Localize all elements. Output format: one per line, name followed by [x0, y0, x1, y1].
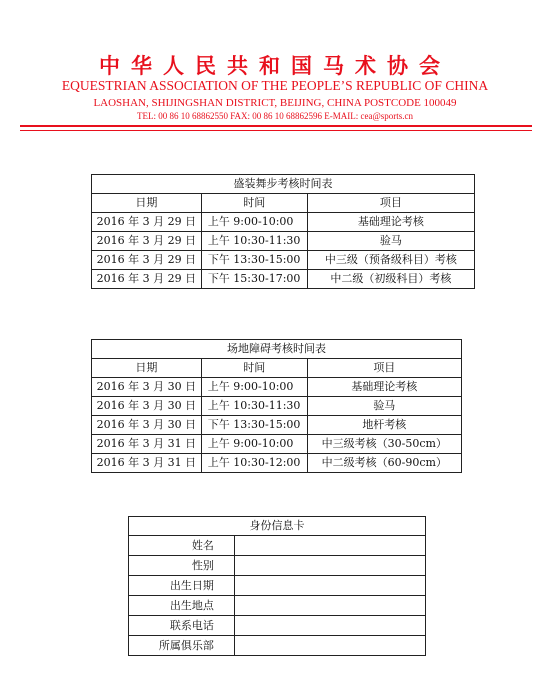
- date-cell: 2016 年 3 月 29 日: [92, 270, 202, 289]
- table-row: [129, 616, 426, 636]
- date-cell: 2016 年 3 月 31 日: [92, 435, 202, 454]
- item-cell: 中三级考核（30-50cm）: [307, 435, 461, 454]
- org-contact: TEL: 00 86 10 68862550 FAX: 00 86 10 68862596 E-MAIL: cea@sports.cn: [136, 111, 414, 121]
- table-row: [129, 556, 426, 576]
- field-value-birth-place[interactable]: [234, 596, 425, 616]
- dressage-schedule-table: [91, 174, 475, 289]
- date-cell: 2016 年 3 月 29 日: [92, 232, 202, 251]
- field-label-gender: 性别: [129, 556, 235, 576]
- id-info-card-table: [128, 516, 426, 656]
- item-cell: 验马: [307, 397, 461, 416]
- table-row: [92, 397, 462, 416]
- column-header-date: 日期: [92, 194, 202, 213]
- column-header-date: 日期: [92, 359, 202, 378]
- field-value-club[interactable]: [234, 636, 425, 656]
- table-row: [92, 270, 475, 289]
- table-row: [92, 232, 475, 251]
- item-cell: 地杆考核: [307, 416, 461, 435]
- item-cell: 中二级考核（60-90cm）: [307, 454, 461, 473]
- field-value-gender[interactable]: [234, 556, 425, 576]
- time-cell: 下午 15:30-17:00: [201, 270, 307, 289]
- field-label-club: 所属俱乐部: [129, 636, 235, 656]
- time-cell: 上午 10:30-11:30: [201, 232, 307, 251]
- table-row: [129, 576, 426, 596]
- time-cell: 下午 13:30-15:00: [201, 416, 307, 435]
- date-cell: 2016 年 3 月 30 日: [92, 397, 202, 416]
- field-label-birth-date: 出生日期: [129, 576, 235, 596]
- date-cell: 2016 年 3 月 31 日: [92, 454, 202, 473]
- table-row: [92, 251, 475, 270]
- field-value-phone[interactable]: [234, 616, 425, 636]
- table-header-row: [92, 359, 462, 378]
- field-value-name[interactable]: [234, 536, 425, 556]
- date-cell: 2016 年 3 月 29 日: [92, 251, 202, 270]
- time-cell: 下午 13:30-15:00: [201, 251, 307, 270]
- time-cell: 上午 9:00-10:00: [201, 435, 307, 454]
- item-cell: 中三级（预备级科目）考核: [307, 251, 474, 270]
- column-header-item: 项目: [307, 359, 461, 378]
- item-cell: 验马: [307, 232, 474, 251]
- org-address: LAOSHAN, SHIJINGSHAN DISTRICT, BEIJING, CHINA POSTCODE 100049: [93, 97, 457, 109]
- letterhead-rule-thick: [20, 125, 532, 127]
- org-name-chinese: 中华人民共和国马术协会: [99, 54, 451, 78]
- column-header-time: 时间: [201, 194, 307, 213]
- table-row: [92, 454, 462, 473]
- letterhead-rule-thin: [20, 130, 532, 131]
- time-cell: 上午 9:00-10:00: [201, 213, 307, 232]
- table-row: [92, 213, 475, 232]
- column-header-item: 项目: [307, 194, 474, 213]
- field-label-birth-place: 出生地点: [129, 596, 235, 616]
- table-title: 身份信息卡: [129, 517, 426, 536]
- column-header-time: 时间: [201, 359, 307, 378]
- item-cell: 基础理论考核: [307, 213, 474, 232]
- table-row: [92, 416, 462, 435]
- table-row: [92, 435, 462, 454]
- table-header-row: [92, 194, 475, 213]
- time-cell: 上午 10:30-12:00: [201, 454, 307, 473]
- table-row: [129, 536, 426, 556]
- time-cell: 上午 10:30-11:30: [201, 397, 307, 416]
- org-name-english: EQUESTRIAN ASSOCIATION OF THE PEOPLE’S REPUBLIC OF CHINA: [61, 78, 489, 93]
- date-cell: 2016 年 3 月 30 日: [92, 416, 202, 435]
- field-value-birth-date[interactable]: [234, 576, 425, 596]
- date-cell: 2016 年 3 月 30 日: [92, 378, 202, 397]
- table-title: 盛装舞步考核时间表: [92, 175, 475, 194]
- field-label-name: 姓名: [129, 536, 235, 556]
- item-cell: 基础理论考核: [307, 378, 461, 397]
- item-cell: 中二级（初级科目）考核: [307, 270, 474, 289]
- table-row: [129, 596, 426, 616]
- jumping-schedule-table: [91, 339, 462, 473]
- table-title: 场地障碍考核时间表: [92, 340, 462, 359]
- field-label-phone: 联系电话: [129, 616, 235, 636]
- date-cell: 2016 年 3 月 29 日: [92, 213, 202, 232]
- time-cell: 上午 9:00-10:00: [201, 378, 307, 397]
- table-row: [92, 378, 462, 397]
- table-row: [129, 636, 426, 656]
